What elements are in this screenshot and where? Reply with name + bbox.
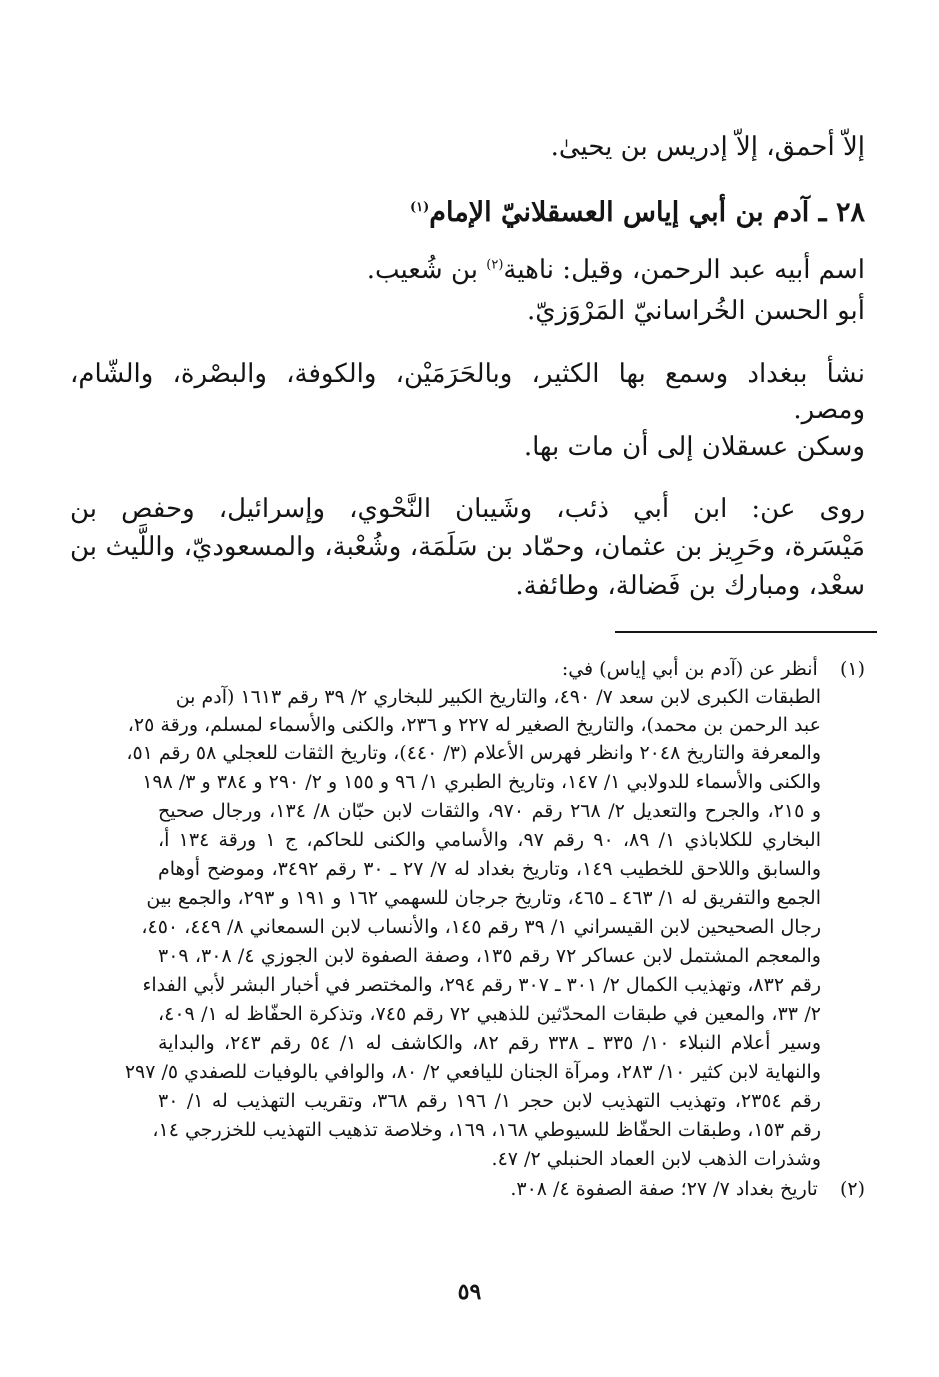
footnote-line	[158, 683, 821, 711]
footnote-line	[126, 739, 821, 767]
footnote-line	[158, 1000, 821, 1028]
footnote-marker: (٢)	[839, 1178, 865, 1200]
footnote-line	[158, 826, 821, 854]
entry-heading-text: ٢٨ ـ آدم بن أبي إياس العسقلانيّ الإمام	[429, 197, 865, 228]
footnote-text: رقم ٨٣٢، وتهذيب الكمال ٢/ ٣٠١ ـ ٣٠٧ رقم ٢٩٤، والمختصر في أخبار البشر لأبي الفداء	[142, 974, 821, 996]
footnote-intro: أنظر عن (آدم بن أبي إياس) في:	[561, 658, 818, 680]
footnote-text: الطبقات الكبرى لابن سعد ٧/ ٤٩٠، والتاريخ الكبير للبخاري ٢/ ٣٩ رقم ١٦١٣ (آدم بن	[175, 686, 821, 708]
footnote-line	[158, 942, 821, 970]
footnote-line	[142, 768, 821, 796]
paragraph-line	[70, 357, 865, 391]
footnote-marker: (١)	[839, 658, 865, 680]
name-line-part-b: بن شُعيب.	[366, 255, 487, 285]
footnote-text: والنهاية لابن كثير ١٠/ ٢٨٣، ومرآة الجنان لليافعي ٢/ ٨٠، والوافي بالوفيات للصفدي ٥/ ٢٩٧	[124, 1061, 821, 1083]
name-line	[367, 253, 865, 287]
footnote-text: والمعرفة والتاريخ ٢٠٤٨ وانظر فهرس الأعلام (٣/ ٤٤٠)، وتاريخ الثقات للعجلي ٥٨ رقم ٥١،	[126, 742, 821, 764]
footnote-line	[142, 971, 821, 999]
footnote-line	[158, 797, 821, 825]
paragraph-line	[70, 530, 865, 564]
footnote-text: وسير أعلام النبلاء ١٠/ ٣٣٥ ـ ٣٣٨ رقم ٨٢، والكاشف له ١/ ٥٤ رقم ٢٤٣، والبداية	[158, 1032, 821, 1054]
footnote-1-header	[562, 655, 865, 683]
name-line-part-a: اسم أبيه عبد الرحمن، وقيل: ناهية	[503, 255, 865, 285]
kunya-line	[527, 294, 865, 328]
paragraph-line	[70, 492, 865, 526]
paragraph-line	[524, 430, 865, 464]
footnote-line	[158, 1145, 821, 1173]
footnote-line	[152, 1116, 821, 1144]
footnote-text: وشذرات الذهب لابن العماد الحنبلي ٢/ ٤٧.	[491, 1148, 821, 1170]
footnote-text: عبد الرحمن بن محمد)، والتاريخ الصغير له ٢٢٧ و ٢٣٦، والكنى والأسماء لمسلم، ورقة ٢٥،	[127, 714, 821, 736]
footnote-2	[510, 1175, 865, 1203]
footnote-reference[interactable]: (١)	[410, 200, 430, 215]
page-number: ٥٩	[457, 1279, 482, 1305]
text-line-content: إلاّ أحمق، إلاّ إدريس بن يحيىٰ.	[550, 132, 865, 162]
footnote-text: الجمع والتفريق له ١/ ٤٦٣ ـ ٤٦٥، وتاريخ جرجان للسهمي ١٦٢ و ١٩١ و ٢٩٣، والجمع بين	[146, 887, 821, 909]
text-line	[551, 130, 865, 164]
footnote-text: والسابق واللاحق للخطيب ١٤٩، وتاريخ بغداد له ٧/ ٢٧ ـ ٣٠ رقم ٣٤٩٢، وموضح أوهام	[158, 858, 821, 880]
footnote-line	[124, 1058, 821, 1086]
paragraph-text: سعْد، ومبارك بن فَضالة، وطائفة.	[515, 571, 865, 601]
footnote-text: رقم ٢٣٥٤، وتهذيب التهذيب لابن حجر ١/ ١٩٦ رقم ٣٦٨، وتقريب التهذيب له ١/ ٣٠	[158, 1090, 821, 1112]
footnote-text: تاريخ بغداد ٧/ ٢٧؛ صفة الصفوة ٤/ ٣٠٨.	[510, 1178, 818, 1200]
footnote-text: ٢/ ٣٣، والمعين في طبقات المحدّثين للذهبي ٧٢ رقم ٧٤٥، وتذكرة الحفّاظ له ١/ ٤٠٩،	[158, 1003, 821, 1025]
footnote-line	[158, 1087, 821, 1115]
footnote-text: رجال الصحيحين لابن القيسراني ١/ ٣٩ رقم ١٤٥، والأنساب لابن السمعاني ٨/ ٤٤٩، ٤٥٠،	[141, 916, 821, 938]
paragraph-text: ومصر.	[793, 395, 865, 425]
footnote-text: والمعجم المشتمل لابن عساكر ٧٢ رقم ١٣٥، وصفة الصفوة لابن الجوزي ٤/ ٣٠٨، ٣٠٩	[158, 945, 821, 967]
kunya-text: أبو الحسن الخُراسانيّ المَرْوَزيّ.	[527, 296, 865, 326]
footnote-separator	[615, 631, 877, 633]
footnote-text: رقم ١٥٣، وطبقات الحفّاظ للسيوطي ١٦٨، ١٦٩، وخلاصة تذهيب التهذيب للخزرجي ١٤،	[152, 1119, 821, 1141]
footnote-text: والكنى والأسماء للدولابي ١/ ١٤٧، وتاريخ الطبري ١/ ٩٦ و ١٥٥ و ٢/ ٢٩٠ و ٣٨٤ و ٣/ ١٩٨	[142, 771, 821, 793]
paragraph-line	[515, 569, 865, 603]
footnote-line	[127, 711, 821, 739]
footnote-line	[146, 884, 821, 912]
paragraph-line	[793, 393, 865, 427]
footnote-line	[158, 1029, 821, 1057]
footnote-line	[158, 855, 821, 883]
paragraph-text: نشأ ببغداد وسمع بها الكثير، وبالحَرَمَيْن، والكوفة، والبصْرة، والشّام،	[70, 359, 865, 389]
footnote-reference[interactable]: (٢)	[486, 257, 504, 273]
paragraph-text: وسكن عسقلان إلى أن مات بها.	[523, 432, 865, 462]
paragraph-text: روى عن: ابن أبي ذئب، وشَيبان النَّحْوي، وإسرائيل، وحفص بن	[70, 494, 865, 524]
footnote-text: البخاري للكلاباذي ١/ ٨٩، ٩٠ رقم ٩٧، والأسامي والكنى للحاكم، ج ١ ورقة ١٣٤ أ،	[158, 829, 822, 851]
footnote-text: و ٢١٥، والجرح والتعديل ٢/ ٢٦٨ رقم ٩٧٠، والثقات لابن حبّان ٨/ ١٣٤، ورجال صحيح	[158, 800, 821, 822]
entry-heading	[410, 196, 865, 230]
footnote-line	[141, 913, 821, 941]
paragraph-text: مَيْسَرة، وحَرِيز بن عثمان، وحمّاد بن سَلَمَة، وشُعْبة، والمسعوديّ، واللَّيث بن	[70, 532, 865, 562]
